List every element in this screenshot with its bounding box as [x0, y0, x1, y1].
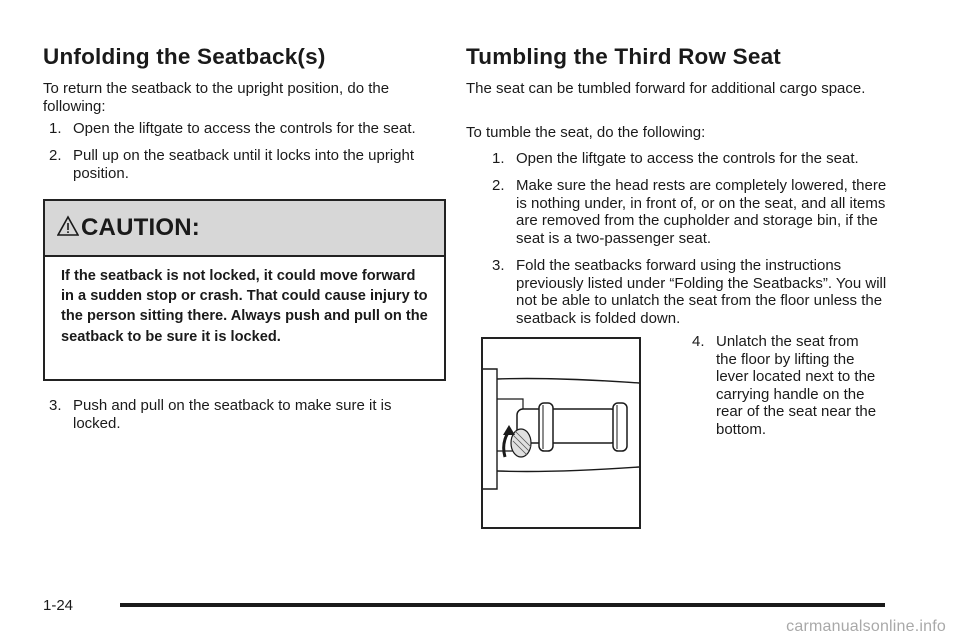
step-number: 2.: [492, 177, 505, 194]
list-item: [492, 177, 892, 247]
list-item: [692, 333, 882, 438]
warning-triangle-icon: [57, 215, 79, 237]
footer-rule: [120, 603, 885, 607]
caution-text: If the seatback is not locked, it could move forward in a sudden stop or crash. That could cause injury to the person sitting there. Always push and pull on the seatback to be sure it is locked.: [61, 268, 428, 345]
page-number: 1-24: [43, 597, 74, 614]
caution-title: CAUTION:: [81, 214, 200, 241]
step-text: Open the liftgate to access the controls for the seat.: [73, 120, 416, 137]
step-number: 1.: [49, 120, 62, 137]
step-text: Fold the seatbacks forward using the instructions previously listed under “Folding the Seatbacks”. You will not be able to unlatch the seat from the floor unless the seatback is folded down.: [516, 257, 887, 327]
caution-header: [45, 201, 444, 257]
step-text: Push and pull on the seatback to make sure it is locked.: [73, 397, 392, 432]
step-text: Unlatch the seat from the floor by lifting the lever located next to the carrying handle on the rear of the seat near the bottom.: [716, 333, 877, 438]
section-heading-tumbling: Tumbling the Third Row Seat: [466, 44, 781, 69]
intro-paragraph: To return the seatback to the upright position, do the following:: [43, 80, 390, 115]
caution-box: [43, 199, 446, 381]
step-number: 3.: [492, 257, 505, 274]
step-text: Open the liftgate to access the controls for the seat.: [516, 150, 859, 167]
step-number: 4.: [692, 333, 705, 350]
seat-latch-illustration: [481, 337, 641, 529]
step-text: Make sure the head rests are completely lowered, there is nothing under, in front of, or on the seat, and all items are removed from the cupholder and storage bin, if the seat is a two-passenger seat.: [516, 177, 887, 247]
section-heading-unfolding: Unfolding the Seatback(s): [43, 44, 326, 69]
list-item: [492, 257, 892, 327]
list-item: [49, 147, 417, 182]
list-item: [49, 397, 429, 432]
seat-handle-drawing: [483, 339, 639, 527]
list-item: [49, 120, 449, 138]
intro-paragraph-2: To tumble the seat, do the following:: [466, 124, 706, 141]
intro-paragraph: The seat can be tumbled forward for additional cargo space.: [466, 80, 866, 97]
step-text: Pull up on the seatback until it locks into the upright position.: [73, 147, 415, 182]
watermark-link[interactable]: carmanualsonline.info: [786, 618, 946, 635]
step-number: 2.: [49, 147, 62, 164]
step-number: 1.: [492, 150, 505, 167]
step-number: 3.: [49, 397, 62, 414]
list-item: [492, 150, 892, 168]
